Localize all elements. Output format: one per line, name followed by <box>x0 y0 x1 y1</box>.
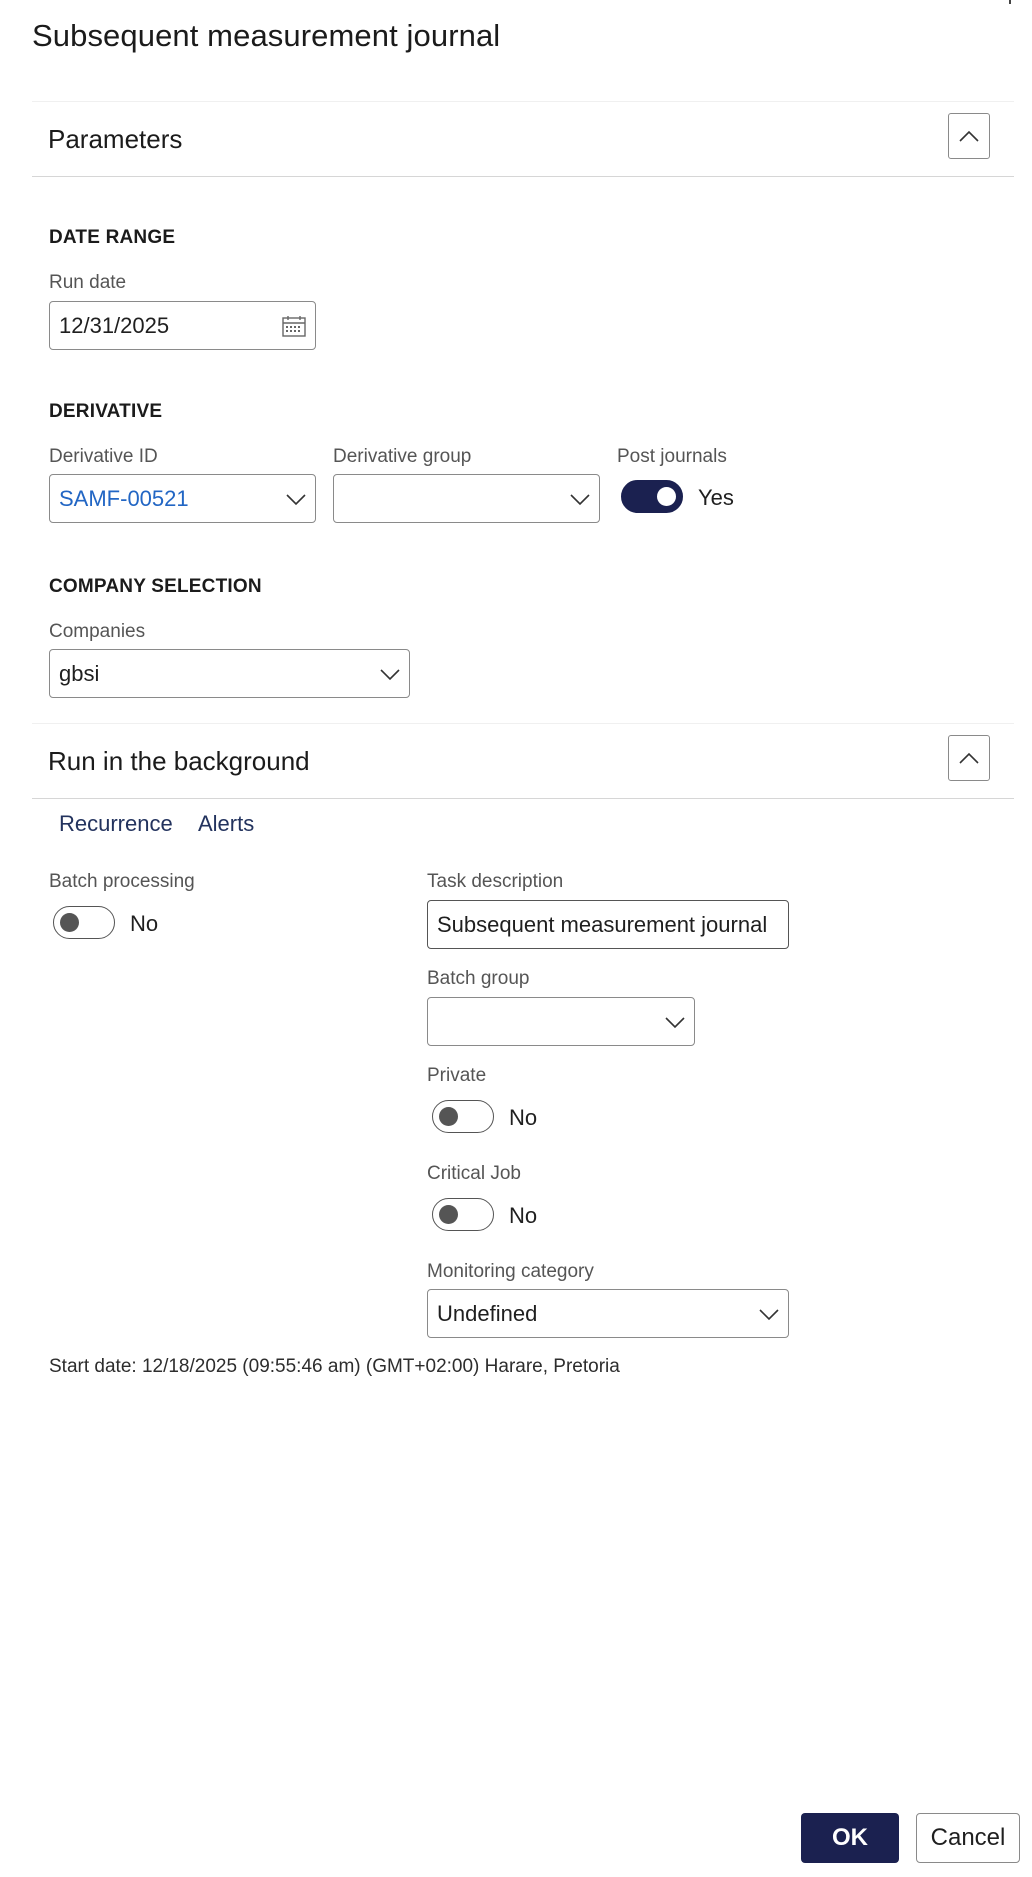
batch-group-label: Batch group <box>427 968 530 989</box>
companies-value: gbsi <box>59 660 100 686</box>
background-section-title: Run in the background <box>48 746 310 776</box>
critical-job-state: No <box>509 1203 538 1228</box>
critical-job-toggle[interactable] <box>432 1198 494 1231</box>
task-description-label: Task description <box>427 871 564 892</box>
chevron-up-icon <box>958 751 980 765</box>
tab-alerts[interactable]: Alerts <box>198 811 255 836</box>
derivative-id-value[interactable]: SAMF-00521 <box>59 485 189 511</box>
companies-dropdown[interactable] <box>49 649 410 698</box>
start-date-text: Start date: 12/18/2025 (09:55:46 am) (GMT+02:00) Harare, Pretoria <box>49 1356 620 1377</box>
chevron-down-icon[interactable] <box>285 492 307 506</box>
toggle-knob <box>439 1107 458 1126</box>
post-journals-state: Yes <box>698 485 734 510</box>
toggle-knob <box>60 913 79 932</box>
run-date-input[interactable] <box>49 301 316 350</box>
chevron-down-icon[interactable] <box>569 492 591 506</box>
derivative-id-label: Derivative ID <box>49 446 158 467</box>
toggle-knob <box>657 487 676 506</box>
derivative-group-label: DERIVATIVE <box>49 401 163 422</box>
task-description-value: Subsequent measurement journal <box>437 911 768 937</box>
private-label: Private <box>427 1065 487 1086</box>
critical-job-label: Critical Job <box>427 1163 521 1184</box>
monitoring-category-value: Undefined <box>437 1300 538 1326</box>
batch-processing-label: Batch processing <box>49 871 195 892</box>
parameters-collapse-button[interactable] <box>948 113 990 159</box>
background-collapse-button[interactable] <box>948 735 990 781</box>
derivative-id-dropdown[interactable] <box>49 474 316 523</box>
task-description-input[interactable] <box>427 900 789 949</box>
date-range-group-label: DATE RANGE <box>49 227 176 248</box>
calendar-icon[interactable] <box>281 314 307 338</box>
chevron-up-icon <box>958 129 980 143</box>
cancel-button[interactable]: Cancel <box>916 1813 1020 1863</box>
parameters-section-title: Parameters <box>48 124 183 154</box>
parameters-section-header[interactable] <box>32 101 1014 177</box>
toggle-knob <box>439 1205 458 1224</box>
run-date-value: 12/31/2025 <box>59 312 170 338</box>
derivative-group-dropdown[interactable] <box>333 474 600 523</box>
tab-recurrence[interactable]: Recurrence <box>59 811 173 836</box>
chevron-down-icon[interactable] <box>379 667 401 681</box>
post-journals-toggle[interactable] <box>621 480 683 513</box>
companies-label: Companies <box>49 621 146 642</box>
batch-processing-state: No <box>130 911 159 936</box>
private-state: No <box>509 1105 538 1130</box>
monitoring-category-dropdown[interactable] <box>427 1289 789 1338</box>
background-section-header[interactable] <box>32 723 1014 799</box>
window-edge-mark <box>1009 0 1011 4</box>
derivative-group-label: Derivative group <box>333 446 472 467</box>
company-selection-group-label: COMPANY SELECTION <box>49 576 262 597</box>
batch-processing-toggle[interactable] <box>53 906 115 939</box>
private-toggle[interactable] <box>432 1100 494 1133</box>
post-journals-label: Post journals <box>617 446 727 467</box>
run-date-label: Run date <box>49 272 127 293</box>
page-title: Subsequent measurement journal <box>32 18 501 53</box>
ok-button[interactable]: OK <box>801 1813 899 1863</box>
chevron-down-icon[interactable] <box>664 1015 686 1029</box>
chevron-down-icon[interactable] <box>758 1307 780 1321</box>
monitoring-category-label: Monitoring category <box>427 1261 594 1282</box>
batch-group-dropdown[interactable] <box>427 997 695 1046</box>
